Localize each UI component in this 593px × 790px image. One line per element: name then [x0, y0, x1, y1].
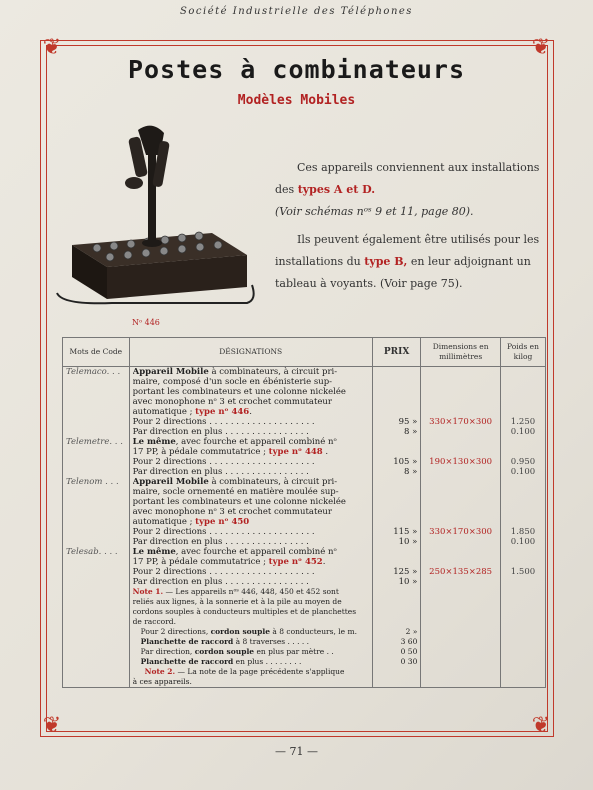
- designation-line: Pour 2 directions . . . . . . . . . . . . . . . . . . . .: [132, 567, 315, 577]
- designation-line: Le même, avec fourche et appareil combiné nᵒ: [132, 437, 337, 447]
- accessory-price: 0 30: [400, 657, 418, 666]
- dimensions-value: 330×170×300: [429, 527, 493, 537]
- dimensions-cell: [421, 367, 501, 438]
- dimensions-value: 190×130×300: [429, 457, 493, 467]
- note-label: Note 2.: [144, 667, 176, 676]
- accessory-name: Planchette de raccord: [140, 657, 234, 666]
- header-designations: DÉSIGNATIONS: [129, 338, 372, 367]
- accessory-name: cordon souple: [210, 627, 270, 636]
- header-code: Mots de Code: [63, 338, 130, 367]
- price-value: 8 »: [404, 427, 418, 437]
- weight-value: 1.250: [510, 417, 536, 427]
- type-label: type B,: [364, 255, 408, 268]
- accessory-name: cordon souple: [194, 647, 255, 656]
- spacer: [424, 507, 497, 517]
- code-cell: [63, 367, 130, 438]
- spacer: [376, 397, 417, 407]
- product-name: Appareil Mobile: [132, 477, 209, 487]
- price-value: 8 »: [404, 467, 418, 477]
- corner-ornament-top-left: ❦: [42, 35, 62, 60]
- designation-line: Pour 2 directions . . . . . . . . . . . . . . . . . . . .: [132, 417, 315, 427]
- designation-cell: [129, 547, 372, 587]
- spacer: [376, 497, 417, 507]
- running-header: Société Industrielle des Téléphones: [180, 6, 413, 17]
- designation-line: maire, composé d'un socle en ébénisterie sup-: [132, 377, 333, 387]
- price-value: 10 »: [398, 537, 418, 547]
- weight-value: 0.100: [510, 537, 536, 547]
- spacer: [424, 517, 497, 527]
- accessory-line: Planchette de raccord en plus . . . . . . . .: [140, 657, 302, 666]
- type-number: type nᵒ 446: [195, 407, 250, 417]
- weight-cell: [500, 477, 545, 547]
- accessory-line: Pour 2 directions, cordon souple à 8 conducteurs, le m.: [140, 627, 357, 636]
- spacer: [504, 387, 542, 397]
- table-row: [63, 477, 546, 547]
- designation-line: automatique ; type nᵒ 446.: [132, 407, 252, 417]
- accessory-price: 3 60: [400, 637, 418, 646]
- corner-ornament-bottom-right: ❦: [531, 713, 551, 738]
- telephone-illustration: [52, 115, 262, 310]
- spacer: [424, 497, 497, 507]
- price-cell: [372, 477, 420, 547]
- designation-line: automatique ; type nᵒ 450: [132, 517, 250, 527]
- weight-value: 0.100: [510, 427, 536, 437]
- price-value: 95 »: [398, 417, 418, 427]
- corner-ornament-bottom-left: ❦: [42, 713, 62, 738]
- intro-fragment: en leur adjoignant un: [410, 255, 531, 268]
- intro-fragment: des: [275, 183, 295, 196]
- spacer: [376, 437, 417, 447]
- header-prix: PRIX: [372, 338, 420, 367]
- accessory-name: Planchette de raccord: [140, 637, 234, 646]
- header-poids: Poids en kilog: [500, 338, 545, 367]
- price-value: 125 »: [393, 567, 418, 577]
- product-name: Appareil Mobile: [132, 367, 209, 377]
- product-name: Le même: [132, 547, 176, 557]
- designation-line: avec monophone nᵒ 3 et crochet commutateur: [132, 397, 332, 407]
- intro-line: [275, 251, 545, 273]
- code-cell: [63, 587, 130, 688]
- table-body: [63, 367, 546, 688]
- spacer: [376, 487, 417, 497]
- code-cell: [63, 547, 130, 587]
- weight-cell: [500, 367, 545, 438]
- designation-line: portant les combinateurs et une colonne nickelée: [132, 387, 346, 397]
- designation-line: Pour 2 directions . . . . . . . . . . . . . . . . . . . .: [132, 527, 315, 537]
- spacer: [504, 557, 542, 567]
- spacer: [376, 617, 417, 627]
- code-word: Telesab. . . .: [66, 547, 118, 557]
- spacer: [376, 377, 417, 387]
- spacer: [424, 407, 497, 417]
- note-line: cordons souples à conducteurs multiples et de planchettes: [132, 607, 357, 616]
- accessory-line: Planchette de raccord à 8 traverses . . . . .: [140, 637, 309, 646]
- table-row: [63, 367, 546, 438]
- type-number: type nᵒ 452: [268, 557, 323, 567]
- designation-line: Par direction en plus . . . . . . . . . . . . . . . .: [132, 537, 309, 547]
- code-cell: [63, 437, 130, 477]
- spacer: [504, 487, 542, 497]
- designation-cell: [129, 437, 372, 477]
- intro-line: (Voir schémas nᵒˢ 9 et 11, page 80).: [275, 205, 474, 218]
- weight-value: [504, 577, 542, 587]
- page-title: Postes à combinateurs: [127, 55, 466, 84]
- spacer: [424, 437, 497, 447]
- note-line: de raccord.: [132, 617, 176, 626]
- intro-fragment: installations du: [275, 255, 361, 268]
- designation-line: avec monophone nᵒ 3 et crochet commutateur: [132, 507, 332, 517]
- accessory-line: Par direction, cordon souple en plus par mètre . .: [140, 647, 334, 656]
- dimensions-value: 250×135×285: [429, 567, 493, 577]
- spacer: [504, 447, 542, 457]
- type-number: type nᵒ 448: [268, 447, 323, 457]
- spacer: [504, 367, 542, 377]
- accessory-price: 2 »: [405, 627, 418, 636]
- page-subtitle: Modèles Mobiles: [237, 93, 356, 108]
- spacer: [376, 407, 417, 417]
- figure-caption: Nᵒ 446: [132, 318, 160, 327]
- spacer: [424, 397, 497, 407]
- designation-line: Par direction en plus . . . . . . . . . . . . . . . .: [132, 427, 309, 437]
- notes-cell: [129, 587, 372, 688]
- spacer: [376, 517, 417, 527]
- weight-cell: [500, 547, 545, 587]
- code-word: Telemetre. . .: [66, 437, 123, 447]
- designation-line: maire, socle ornementé en matière moulée sup-: [132, 487, 339, 497]
- spacer: [424, 387, 497, 397]
- note-line: Note 1. — Les appareils nᵒˢ 446, 448, 450 et 452 sont: [132, 587, 339, 596]
- dimensions-value: 330×170×300: [429, 417, 493, 427]
- spacer: [376, 447, 417, 457]
- spacer: [504, 397, 542, 407]
- price-cell: [372, 437, 420, 477]
- table-row: [63, 437, 546, 477]
- spacer: [504, 377, 542, 387]
- designation-line: Appareil Mobile à combinateurs, à circuit pri-: [132, 367, 338, 377]
- price-cell: [372, 547, 420, 587]
- designation-line: Par direction en plus . . . . . . . . . . . . . . . .: [132, 467, 309, 477]
- intro-text: [275, 157, 545, 295]
- code-word: Telenom . . .: [66, 477, 119, 487]
- price-value: 105 »: [393, 457, 418, 467]
- designation-line: 17 PP, à pédale commutatrice ; type nᵒ 448 .: [132, 447, 329, 457]
- spacer: [376, 557, 417, 567]
- spacer: [504, 507, 542, 517]
- intro-line: [275, 179, 545, 201]
- designation-line: Appareil Mobile à combinateurs, à circuit pri-: [132, 477, 338, 487]
- spacer: [424, 367, 497, 377]
- dimensions-cell: [421, 587, 501, 688]
- spacer: [424, 487, 497, 497]
- weight-value: 0.100: [510, 467, 536, 477]
- designation-line: portant les combinateurs et une colonne nickelée: [132, 497, 346, 507]
- spacer: [424, 557, 497, 567]
- note-label: Note 1.: [132, 587, 164, 596]
- spacer: [376, 607, 417, 617]
- spacer: [376, 477, 417, 487]
- spacer: [504, 547, 542, 557]
- spacer: [376, 587, 417, 597]
- spacer: [504, 497, 542, 507]
- spacer: [376, 507, 417, 517]
- price-value: 115 »: [393, 527, 418, 537]
- page-number: — 71 —: [275, 745, 318, 758]
- header-dimensions: Dimensions en millimètres: [421, 338, 501, 367]
- spacer: [376, 387, 417, 397]
- spacer: [376, 367, 417, 377]
- spacer: [504, 517, 542, 527]
- dimensions-cell: [421, 437, 501, 477]
- designation-cell: [129, 367, 372, 438]
- product-name: Le même: [132, 437, 176, 447]
- spacer: [424, 477, 497, 487]
- price-cell: [372, 367, 420, 438]
- designation-cell: [129, 477, 372, 547]
- code-word: Telemaco. . .: [66, 367, 121, 377]
- spacer: [504, 477, 542, 487]
- price-value: 10 »: [398, 577, 418, 587]
- spacer: [504, 437, 542, 447]
- spacer: [504, 407, 542, 417]
- types-label: types A et D.: [297, 183, 376, 196]
- spacer: [424, 547, 497, 557]
- weight-cell: [500, 437, 545, 477]
- spacer: [376, 597, 417, 607]
- designation-line: 17 PP, à pédale commutatrice ; type nᵒ 452.: [132, 557, 326, 567]
- spacer: [424, 377, 497, 387]
- weight-value: 1.500: [510, 567, 536, 577]
- code-cell: [63, 477, 130, 547]
- dimensions-cell: [421, 547, 501, 587]
- accessory-price: 0 50: [400, 647, 418, 656]
- weight-cell: [500, 587, 545, 688]
- corner-ornament-top-right: ❦: [531, 35, 551, 60]
- weight-value: 0.950: [510, 457, 536, 467]
- type-number: type nᵒ 450: [195, 517, 250, 527]
- designation-line: Pour 2 directions . . . . . . . . . . . . . . . . . . . .: [132, 457, 315, 467]
- price-table: [62, 337, 546, 688]
- spacer: [376, 547, 417, 557]
- notes-row: [63, 587, 546, 688]
- designation-line: Par direction en plus . . . . . . . . . . . . . . . .: [132, 577, 309, 587]
- intro-line: tableau à voyants. (Voir page 75).: [275, 277, 463, 290]
- intro-line: Ils peuvent également être utilisés pour les: [297, 233, 540, 246]
- weight-value: 1.850: [510, 527, 536, 537]
- table-row: [63, 547, 546, 587]
- note-line: Note 2. — La note de la page précédente s'applique: [144, 667, 345, 676]
- intro-line: Ces appareils conviennent aux installations: [297, 161, 540, 174]
- spacer: [424, 447, 497, 457]
- designation-line: Le même, avec fourche et appareil combiné nᵒ: [132, 547, 337, 557]
- price-cell: [372, 587, 420, 688]
- note-line: reliés aux lignes, à la sonnerie et à la pile au moyen de: [132, 597, 342, 606]
- dimensions-cell: [421, 477, 501, 547]
- note-line: à ces appareils.: [132, 677, 192, 686]
